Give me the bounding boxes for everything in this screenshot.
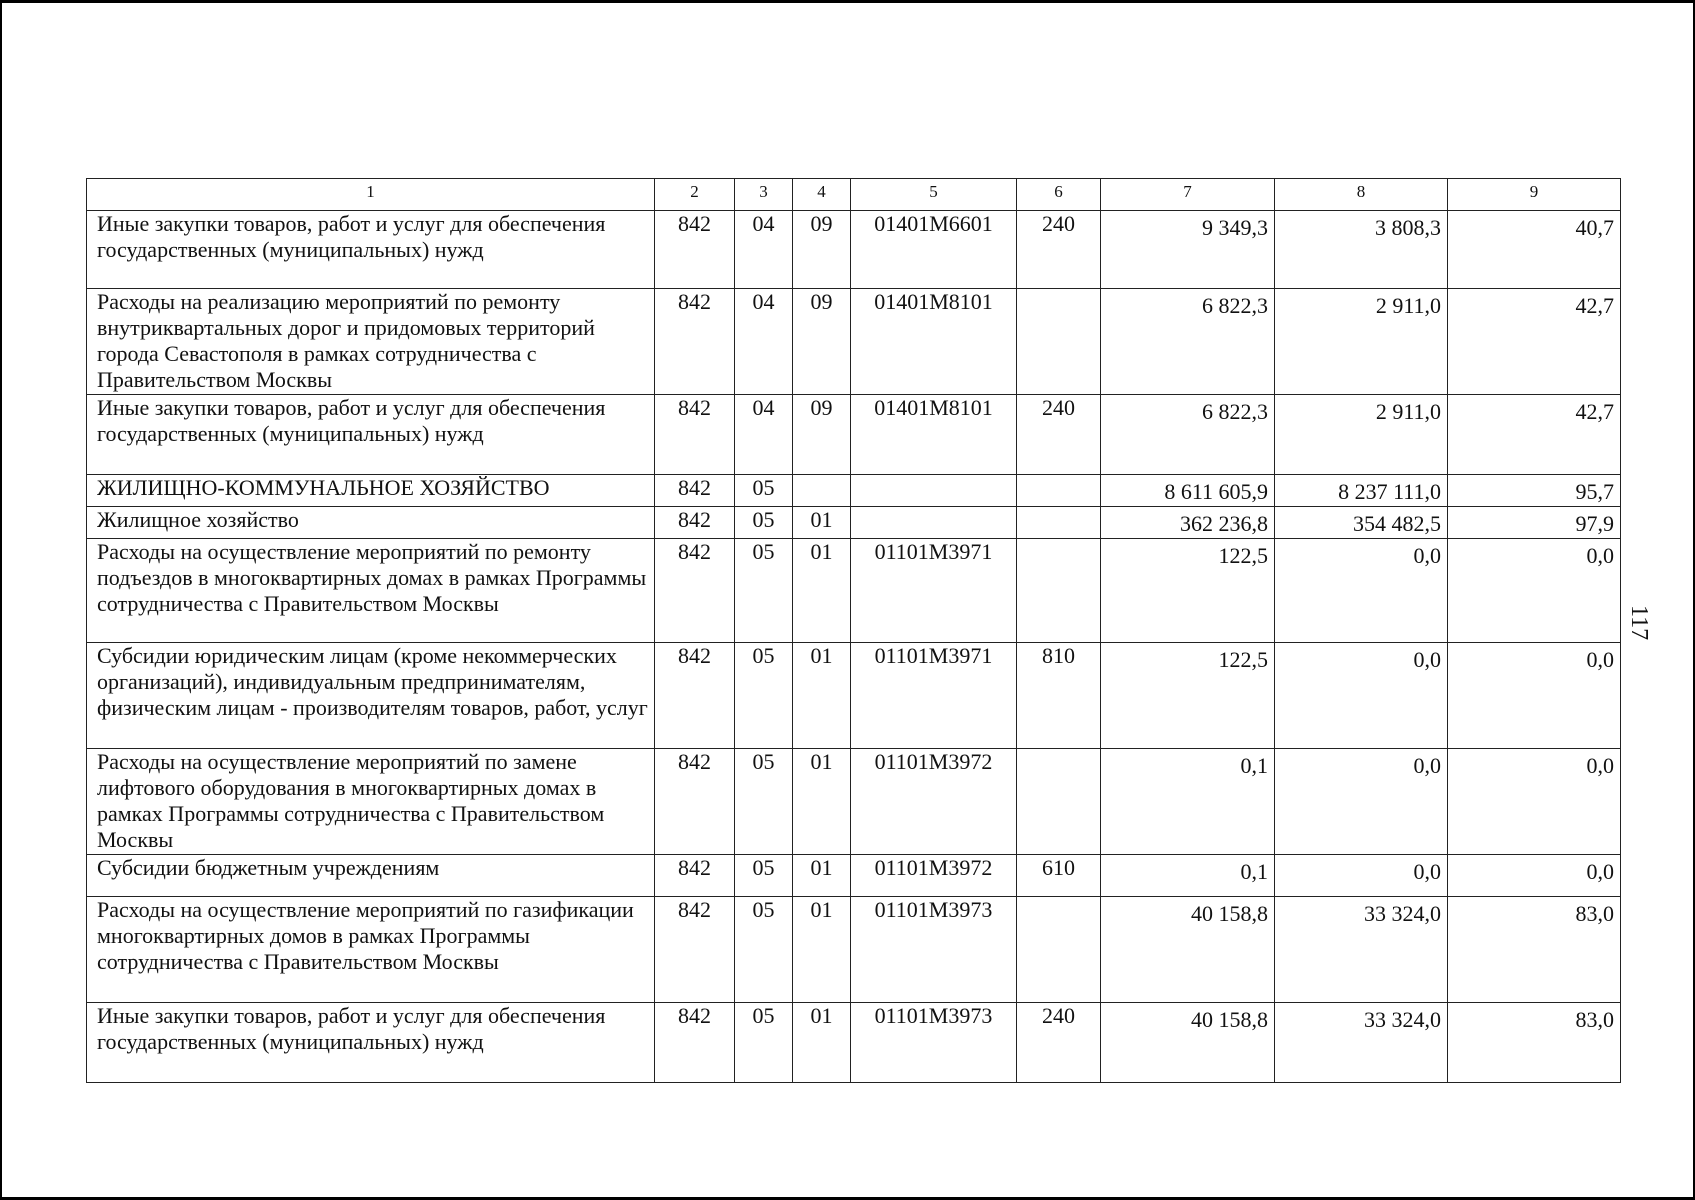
item-name: Расходы на осуществление мероприятий по замене лифтового оборудования в многоквартирных домах в рамках Программы сотрудничества с Правительством Москвы (87, 749, 655, 855)
expense-type-code: 240 (1017, 395, 1101, 475)
execution-percent: 0,0 (1448, 855, 1621, 897)
page-number: 117 (1626, 605, 1652, 641)
executed-amount: 0,0 (1275, 855, 1448, 897)
ministry-code: 842 (655, 897, 735, 1003)
section-code: 05 (735, 749, 793, 855)
subsection-code: 01 (793, 897, 851, 1003)
expense-type-code (1017, 539, 1101, 643)
table-row (87, 855, 1621, 897)
target-article-code: 01101M3972 (851, 855, 1017, 897)
ministry-code: 842 (655, 1003, 735, 1083)
subsection-code: 01 (793, 1003, 851, 1083)
executed-amount: 3 808,3 (1275, 211, 1448, 289)
item-name: Субсидии юридическим лицам (кроме некоммерческих организаций), индивидуальным предпринимателям, физическим лицам - производителям товаров, работ, услуг (87, 643, 655, 749)
column-number: 6 (1017, 179, 1101, 211)
ministry-code: 842 (655, 643, 735, 749)
section-code: 05 (735, 643, 793, 749)
execution-percent: 0,0 (1448, 539, 1621, 643)
execution-percent: 0,0 (1448, 643, 1621, 749)
table-row (87, 1003, 1621, 1083)
ministry-code: 842 (655, 507, 735, 539)
planned-amount: 9 349,3 (1101, 211, 1275, 289)
scan-border-top (0, 0, 1695, 3)
execution-percent: 42,7 (1448, 395, 1621, 475)
section-code: 05 (735, 539, 793, 643)
target-article-code (851, 507, 1017, 539)
execution-percent: 83,0 (1448, 897, 1621, 1003)
ministry-code: 842 (655, 539, 735, 643)
item-name: Иные закупки товаров, работ и услуг для обеспечения государственных (муниципальных) нужд (87, 395, 655, 475)
subsection-code: 09 (793, 395, 851, 475)
expense-type-code (1017, 289, 1101, 395)
section-code: 05 (735, 507, 793, 539)
column-number: 4 (793, 179, 851, 211)
budget-table (86, 178, 1621, 1083)
target-article-code: 01101M3971 (851, 643, 1017, 749)
target-article-code: 01401M8101 (851, 289, 1017, 395)
executed-amount: 0,0 (1275, 749, 1448, 855)
table-row (87, 211, 1621, 289)
ministry-code: 842 (655, 749, 735, 855)
item-name: Иные закупки товаров, работ и услуг для обеспечения государственных (муниципальных) нужд (87, 211, 655, 289)
column-number-row (87, 179, 1621, 211)
execution-percent: 97,9 (1448, 507, 1621, 539)
column-number: 2 (655, 179, 735, 211)
subsection-code (793, 475, 851, 507)
item-name: Жилищное хозяйство (87, 507, 655, 539)
expense-type-code: 610 (1017, 855, 1101, 897)
section-code: 05 (735, 855, 793, 897)
ministry-code: 842 (655, 855, 735, 897)
target-article-code: 01401M6601 (851, 211, 1017, 289)
section-code: 05 (735, 475, 793, 507)
ministry-code: 842 (655, 395, 735, 475)
table-row (87, 897, 1621, 1003)
section-code: 04 (735, 211, 793, 289)
ministry-code: 842 (655, 475, 735, 507)
table-row (87, 395, 1621, 475)
item-name: Субсидии бюджетным учреждениям (87, 855, 655, 897)
scan-border-left (0, 0, 2, 1200)
target-article-code: 01101M3972 (851, 749, 1017, 855)
planned-amount: 362 236,8 (1101, 507, 1275, 539)
table-row (87, 539, 1621, 643)
subsection-code: 01 (793, 539, 851, 643)
execution-percent: 83,0 (1448, 1003, 1621, 1083)
target-article-code: 01401M8101 (851, 395, 1017, 475)
executed-amount: 354 482,5 (1275, 507, 1448, 539)
subsection-code: 01 (793, 855, 851, 897)
expense-type-code (1017, 897, 1101, 1003)
planned-amount: 6 822,3 (1101, 289, 1275, 395)
expense-type-code (1017, 475, 1101, 507)
table-row (87, 507, 1621, 539)
table-row (87, 289, 1621, 395)
subsection-code: 01 (793, 749, 851, 855)
planned-amount: 122,5 (1101, 539, 1275, 643)
executed-amount: 2 911,0 (1275, 395, 1448, 475)
column-number: 1 (87, 179, 655, 211)
executed-amount: 8 237 111,0 (1275, 475, 1448, 507)
item-name: Расходы на осуществление мероприятий по ремонту подъездов в многоквартирных домах в рамках Программы сотрудничества с Правительством Москвы (87, 539, 655, 643)
executed-amount: 33 324,0 (1275, 897, 1448, 1003)
item-name: Иные закупки товаров, работ и услуг для обеспечения государственных (муниципальных) нужд (87, 1003, 655, 1083)
section-code: 04 (735, 395, 793, 475)
execution-percent: 42,7 (1448, 289, 1621, 395)
expense-type-code: 240 (1017, 1003, 1101, 1083)
column-number: 8 (1275, 179, 1448, 211)
column-number: 9 (1448, 179, 1621, 211)
expense-type-code (1017, 507, 1101, 539)
expense-type-code (1017, 749, 1101, 855)
planned-amount: 40 158,8 (1101, 897, 1275, 1003)
expense-type-code: 810 (1017, 643, 1101, 749)
executed-amount: 0,0 (1275, 539, 1448, 643)
subsection-code: 01 (793, 507, 851, 539)
item-name: Расходы на реализацию мероприятий по ремонту внутриквартальных дорог и придомовых территорий города Севастополя в рамках сотрудничества с Правительством Москвы (87, 289, 655, 395)
table-row (87, 643, 1621, 749)
planned-amount: 8 611 605,9 (1101, 475, 1275, 507)
planned-amount: 122,5 (1101, 643, 1275, 749)
ministry-code: 842 (655, 211, 735, 289)
expense-type-code: 240 (1017, 211, 1101, 289)
table-row (87, 475, 1621, 507)
section-code: 05 (735, 897, 793, 1003)
executed-amount: 0,0 (1275, 643, 1448, 749)
planned-amount: 0,1 (1101, 855, 1275, 897)
ministry-code: 842 (655, 289, 735, 395)
subsection-code: 01 (793, 643, 851, 749)
target-article-code: 01101M3973 (851, 897, 1017, 1003)
execution-percent: 95,7 (1448, 475, 1621, 507)
table-row (87, 749, 1621, 855)
subsection-code: 09 (793, 289, 851, 395)
target-article-code: 01101M3971 (851, 539, 1017, 643)
executed-amount: 33 324,0 (1275, 1003, 1448, 1083)
section-code: 04 (735, 289, 793, 395)
planned-amount: 0,1 (1101, 749, 1275, 855)
item-name: ЖИЛИЩНО-КОММУНАЛЬНОЕ ХОЗЯЙСТВО (87, 475, 655, 507)
planned-amount: 6 822,3 (1101, 395, 1275, 475)
section-code: 05 (735, 1003, 793, 1083)
column-number: 5 (851, 179, 1017, 211)
item-name: Расходы на осуществление мероприятий по газификации многоквартирных домов в рамках Программы сотрудничества с Правительством Москвы (87, 897, 655, 1003)
target-article-code: 01101M3973 (851, 1003, 1017, 1083)
execution-percent: 0,0 (1448, 749, 1621, 855)
execution-percent: 40,7 (1448, 211, 1621, 289)
column-number: 7 (1101, 179, 1275, 211)
target-article-code (851, 475, 1017, 507)
subsection-code: 09 (793, 211, 851, 289)
column-number: 3 (735, 179, 793, 211)
executed-amount: 2 911,0 (1275, 289, 1448, 395)
planned-amount: 40 158,8 (1101, 1003, 1275, 1083)
